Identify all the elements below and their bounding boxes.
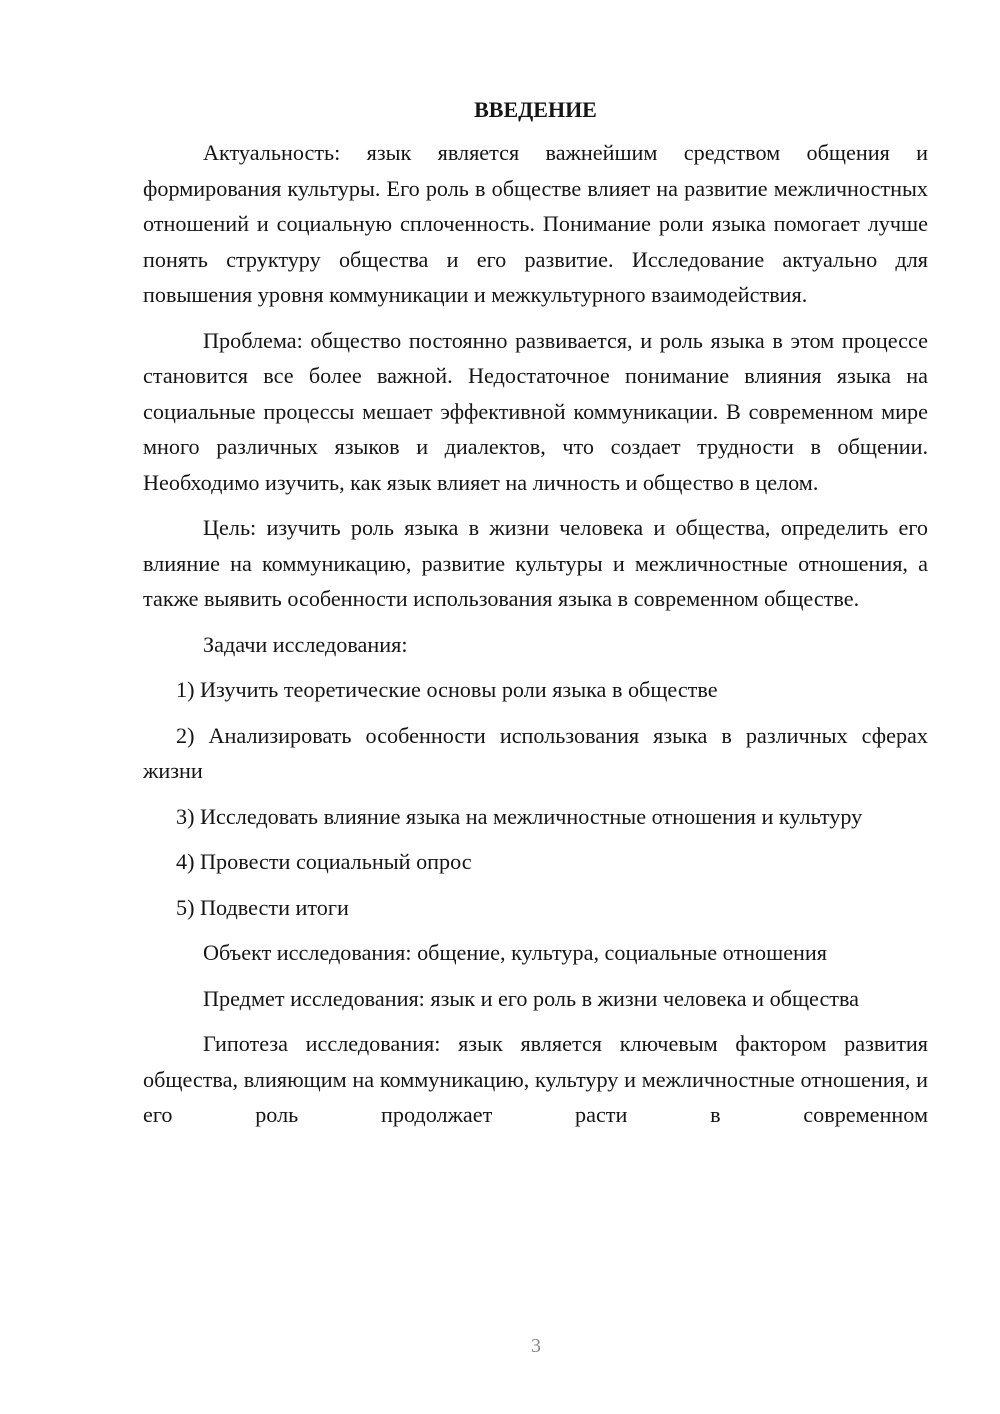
page-number: 3 (531, 1335, 541, 1357)
relevance-paragraph: Актуальность: язык является важнейшим средством общения и формирования культуры. Его роль в обществе влияет на развитие межличностных отношений и социальную сплоченность. Понимание роли языка помогает лучше понять структуру общества и его развитие. Исследование актуально для повышения уровня коммуникации и межкультурного взаимодействия. (143, 140, 928, 307)
task-item-5: 5) Подвести итоги (176, 894, 349, 920)
research-subject-paragraph: Предмет исследования: язык и его роль в жизни человека и общества (203, 985, 860, 1011)
hypothesis-paragraph: Гипотеза исследования: язык является ключевым фактором развития общества, влияющим на коммуникацию, культуру и межличностные отношения, и его роль продолжает расти в современном (143, 1031, 928, 1127)
problem-paragraph: Проблема: общество постоянно развивается, и роль языка в этом процессе становится все более важной. Недостаточное понимание влияния языка на социальные процессы мешает эффективной коммуникации. В современном мире много различных языков и диалектов, что создает трудности в общении. Необходимо изучить, как язык влияет на личность и общество в целом. (143, 327, 928, 495)
research-object-paragraph: Объект исследования: общение, культура, социальные отношения (203, 940, 827, 965)
task-item-4: 4) Провести социальный опрос (176, 849, 472, 874)
goal-paragraph: Цель: изучить роль языка в жизни человека и общества, определить его влияние на коммуникацию, развитие культуры и межличностные отношения, а также выявить особенности использования языка в современном обществе. (143, 515, 928, 611)
tasks-heading: Задачи исследования: (203, 631, 408, 657)
page-content (143, 94, 928, 1143)
task-item-3: 3) Исследовать влияние языка на межличностные отношения и культуру (176, 803, 863, 829)
task-item-1: 1) Изучить теоретические основы роли языка в обществе (176, 677, 718, 702)
section-heading: ВВЕДЕНИЕ (474, 97, 597, 122)
task-item-2: 2) Анализировать особенности использования языка в различных сферах жизни (143, 722, 928, 783)
